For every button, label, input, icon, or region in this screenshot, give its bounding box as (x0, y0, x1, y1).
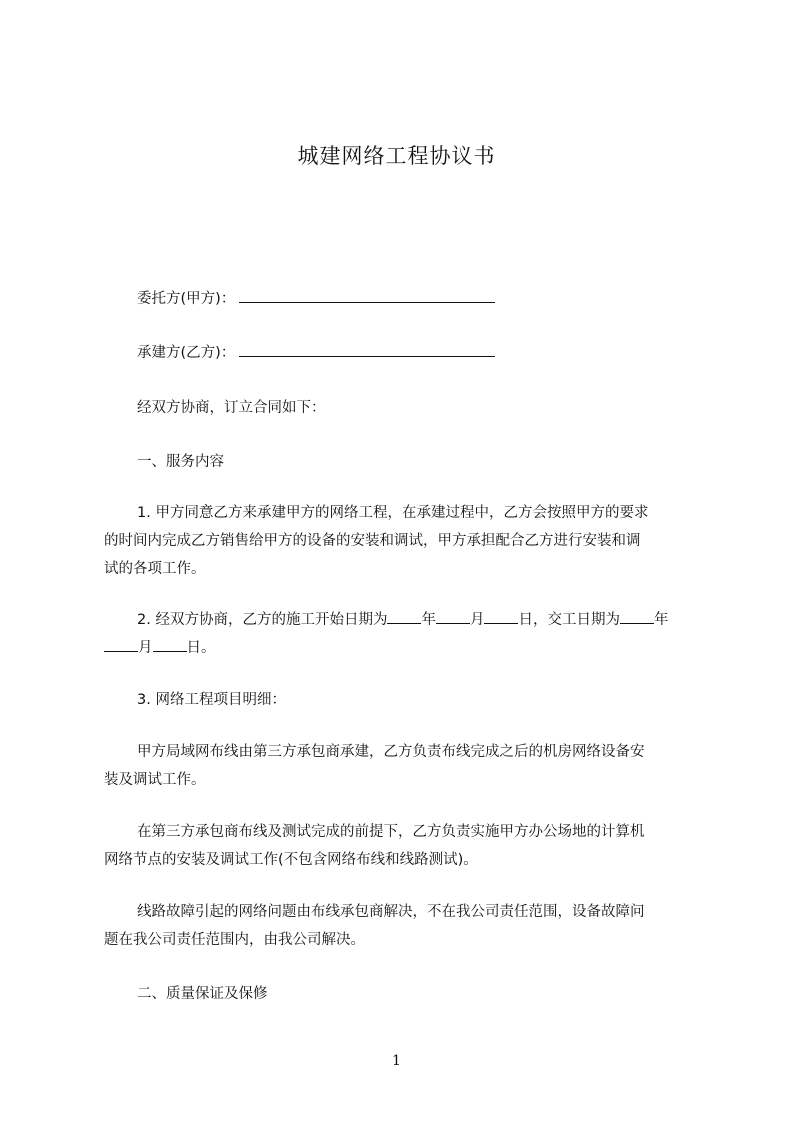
item-1-line-2: 的时间内完成乙方销售给甲方的设备的安装和调试，甲方承担配合乙方进行安装和调 (104, 533, 641, 549)
intro-text: 经双方协商，订立合同如下： (137, 400, 326, 416)
end-year-label: 年 (653, 612, 669, 628)
start-month-label: 月 (469, 612, 485, 628)
party-b-blank (239, 340, 495, 357)
party-a-blank (239, 286, 495, 303)
party-a-label: 委托方(甲方)： (137, 291, 236, 307)
end-year-blank (620, 607, 654, 624)
para-1-line-1: 甲方局域网布线由第三方承包商承建，乙方负责布线完成之后的机房网络设备安 (137, 744, 645, 760)
party-b-line (137, 339, 495, 367)
end-month-label: 月 (138, 640, 153, 656)
para-2-line-1: 在第三方承包商布线及测试完成的前提下，乙方负责实施甲方办公场地的计算机 (137, 824, 645, 840)
para-3-line-1: 线路故障引起的网络问题由布线承包商解决，不在我公司责任范围，设备故障问 (137, 904, 645, 920)
item-1-line-3: 试的各项工作。 (104, 561, 206, 577)
item-1-line-1-text: 1. 甲方同意乙方来承建甲方的网络工程，在承建过程中，乙方会按照甲方的要求 (137, 505, 649, 521)
start-month-blank (436, 607, 470, 624)
start-day-blank (484, 607, 518, 624)
end-day-label: 日。 (186, 640, 216, 656)
party-b-label: 承建方(乙方)： (137, 345, 236, 361)
party-a-line (137, 285, 495, 313)
para-1-line-2: 装及调试工作。 (104, 772, 206, 788)
start-year-label: 年 (421, 612, 436, 628)
item-2-line-1 (137, 606, 668, 634)
item-3-heading: 3. 网络工程项目明细： (137, 692, 286, 708)
item-2-text: 2. 经双方协商，乙方的施工开始日期为 (137, 612, 388, 628)
end-day-blank (153, 635, 187, 652)
section-2-heading: 二、质量保证及保修 (137, 986, 268, 1002)
para-2-line-2: 网络节点的安装及调试工作(不包含网络布线和线路测试)。 (104, 852, 478, 868)
end-month-blank (104, 635, 138, 652)
item-2-line-2 (104, 634, 216, 662)
page-number: 1 (392, 1053, 401, 1069)
item-1-line-1 (137, 499, 699, 527)
para-3-line-2: 题在我公司责任范围内，由我公司解决。 (104, 932, 365, 948)
document-title: 城建网络工程协议书 (297, 144, 496, 168)
completion-date-text: 日，交工日期为 (518, 612, 620, 628)
section-1-heading: 一、服务内容 (137, 454, 224, 470)
start-year-blank (387, 607, 421, 624)
